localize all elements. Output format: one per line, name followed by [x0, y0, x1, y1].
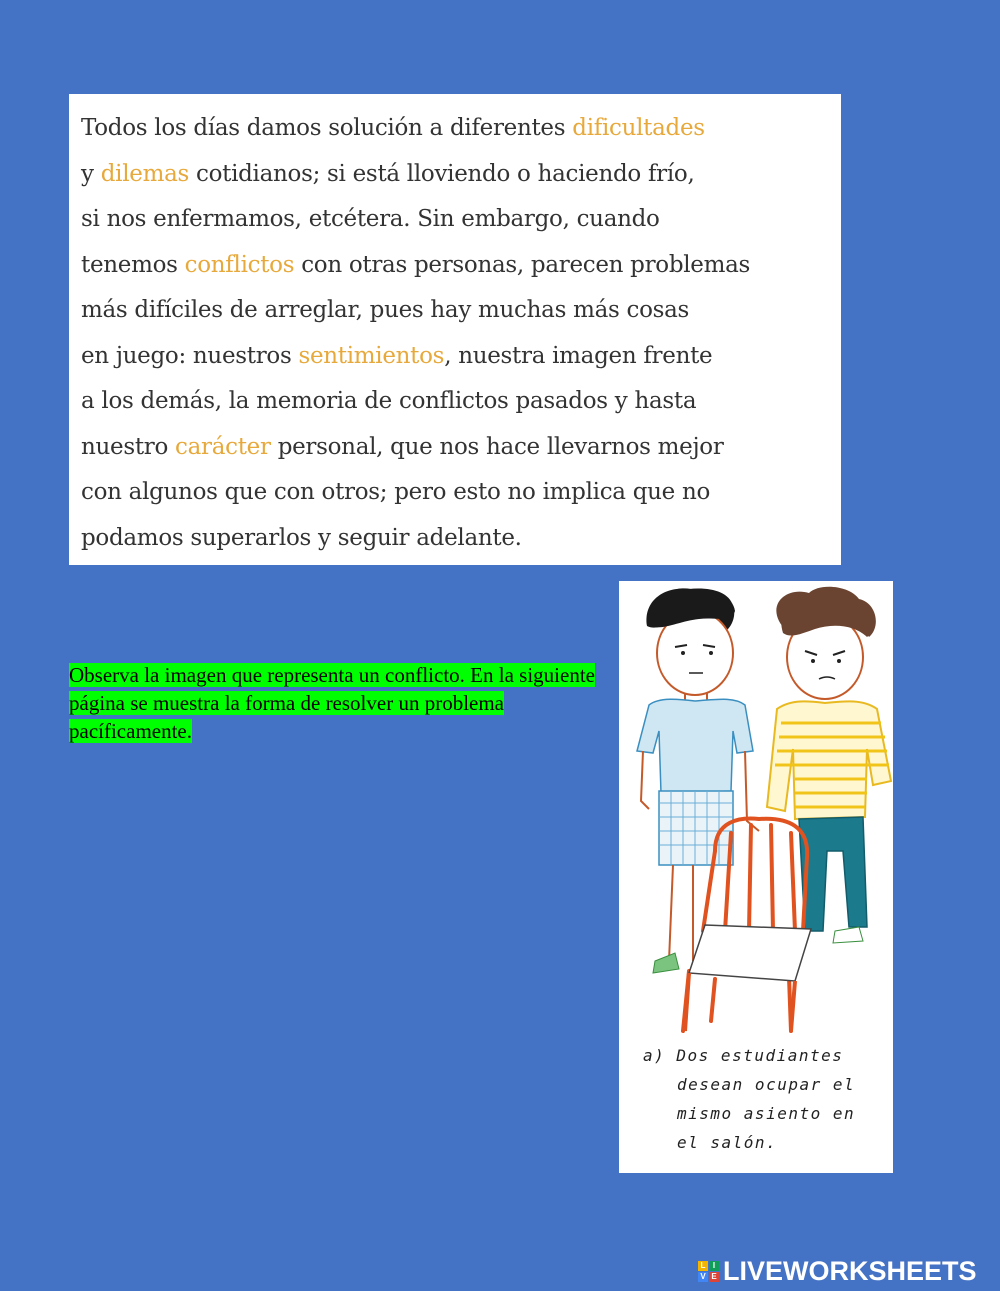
passage-line — [81, 516, 831, 562]
passage-lines — [81, 106, 831, 561]
highlighted-term: dilemas — [100, 160, 189, 187]
illustration-caption — [643, 1041, 883, 1157]
passage-text: en juego: nuestros — [81, 342, 299, 369]
passage-text: podamos superarlos y seguir adelante. — [81, 524, 522, 551]
passage-text: con algunos que con otros; pero esto no implica que no — [81, 479, 711, 505]
passage-text: tenemos — [81, 251, 185, 278]
logo-mark-letter: L — [698, 1261, 708, 1271]
passage-line — [81, 470, 831, 516]
highlighted-term: sentimientos — [298, 342, 445, 369]
caption-line-2: desean ocupar el — [677, 1075, 856, 1094]
passage-text: personal, que nos hace llevarnos mejor — [270, 433, 724, 460]
instruction-text — [69, 661, 609, 745]
logo-mark-icon — [698, 1261, 719, 1282]
caption-line-1: a) Dos estudiantes — [643, 1046, 844, 1065]
passage-text: a los demás, la memoria de conflictos pasados y hasta — [81, 388, 697, 414]
logo-mark-letter: I — [709, 1261, 719, 1271]
highlighted-term: conflictos — [184, 251, 295, 278]
reading-passage — [69, 94, 841, 565]
passage-text: cotidianos; si está lloviendo o haciendo frío, — [189, 160, 695, 187]
conflict-illustration — [619, 581, 893, 1173]
passage-line — [81, 197, 831, 243]
liveworksheets-logo — [698, 1256, 977, 1286]
passage-line — [81, 106, 831, 152]
caption-line-4: el salón. — [677, 1133, 778, 1152]
logo-text: LIVEWORKSHEETS — [723, 1255, 977, 1286]
instruction-highlight: Observa la imagen que representa un conflicto. En la siguiente página se muestra la forma de resolver un problema pacíficamente. — [69, 663, 595, 743]
passage-text: si nos enfermamos, etcétera. Sin embargo, cuando — [81, 206, 660, 232]
passage-text: Todos los días damos solución a diferentes — [81, 115, 573, 141]
passage-line — [81, 334, 831, 380]
passage-line — [81, 379, 831, 425]
passage-text: nuestro — [81, 433, 176, 460]
passage-line — [81, 425, 831, 471]
passage-line — [81, 243, 831, 289]
highlighted-term: carácter — [175, 433, 271, 460]
passage-text: más difíciles de arreglar, pues hay muchas más cosas — [81, 297, 690, 323]
logo-mark-letter: V — [698, 1272, 708, 1282]
caption-line-3: mismo asiento en — [677, 1104, 856, 1123]
passage-text: y — [81, 160, 101, 187]
passage-line — [81, 152, 831, 198]
passage-text: , nuestra imagen frente — [444, 342, 713, 369]
logo-mark-letter: E — [709, 1272, 719, 1282]
passage-line — [81, 288, 831, 334]
passage-text: con otras personas, parecen problemas — [294, 251, 751, 278]
highlighted-term: dificultades — [572, 115, 705, 141]
